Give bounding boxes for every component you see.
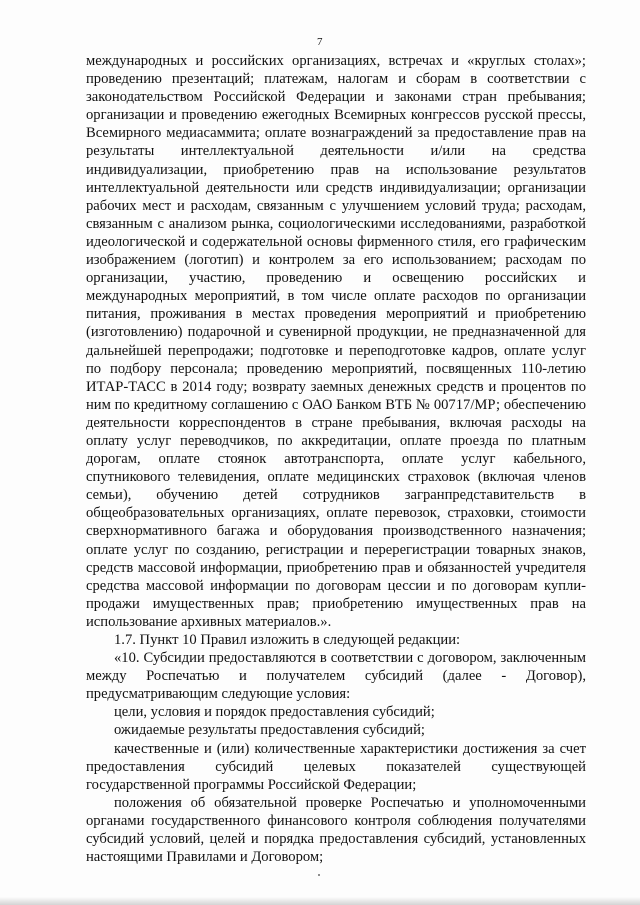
paragraph-condition-goals: цели, условия и порядок предоставления субсидий; xyxy=(114,704,435,721)
paragraph-clause-10: «10. Субсидии предоставляются в соответствии с договором, заключенным между Роспечатью и получателем субсидий (далее - Договор), предусматривающим следующие условия: xyxy=(86,650,586,703)
scan-edge-shadow xyxy=(0,897,640,905)
paragraph-condition-indicators: качественные и (или) количественные характеристики достижения за счет предоставления субсидий целевых показателей существующей государственной программы Российской Федерации; xyxy=(86,740,586,793)
paragraph-item-1-7: 1.7. Пункт 10 Правил изложить в следующей редакции: xyxy=(114,632,461,648)
paragraph-expense-list: международных и российских организациях, встречах и «круглых столах»; проведению презентаций; платежам, налогам и сборам в соответствии с законодательством Российской Федерации и законами стран пребывания; организации и проведению ежегодных Всемирных конгрессов русской прессы, Всемирного медиасаммита; оплате вознаграждений за предоставление прав на результаты интеллектуальной деятельности и/или на средства индивидуализации, приобретению прав на использование результатов интеллектуальной деятельности или средств индивидуализации; организации рабочих мест и расходам, связанным с улучшением условий труда; расходам, связанным с анализом рынка, социологическими исследованиями, разработкой идеологической и содержательной основы фирменного стиля, его графическим изображением (логотип) и контролем за его использованием; расходам по организации, участию, проведению и освещению российских и международных мероприятий, в том числе оплате расходов по организации питания, проживания в местах проведения мероприятий и приобретению (изготовлению) подарочной и сувенирной продукции, не предназначенной для дальнейшей перепродажи; подготовке и переподготовке кадров, оплате услуг по подбору персонала; проведению мероприятий, посвященных 110-летию ИТАР-ТАСС в 2014 году; возврату заемных денежных средств и процентов по ним по кредитному соглашению с ОАО Банком ВТБ № 00717/МР; обеспечению деятельности корреспондентов в стране пребывания, включая расходы на оплату услуг переводчиков, по аккредитации, оплате проезда по платным дорогам, оплате стоянок автотранспорта, оплате услуг кабельного, спутникового телевидения, оплате медицинских страховок (включая членов семьи), обучению детей сотрудников загранпредставительств в общеобразовательных организациях, оплате перевозок, страховки, стоимости сверхнормативного багажа и оборудования производственного назначения; оплате услуг по созданию, регистрации и перерегистрации товарных знаков, средств массовой информации, приобретению прав и обязанностей учредителя средства массовой информации по договорам цессии и по договорам купли-продажи имущественных прав; приобретению имущественных прав на использование архивных материалов.». xyxy=(86,53,586,630)
page-number: 7 xyxy=(317,36,323,48)
scan-speck xyxy=(318,874,320,876)
paragraph-condition-results: ожидаемые результаты предоставления субсидий; xyxy=(114,722,425,739)
paragraph-condition-inspection: положения об обязательной проверке Роспечатью и уполномоченными органами государственного финансового контроля соблюдения получателями субсидий условий, целей и порядка предоставления субсидий, установленных настоящими Правилами и Договором; xyxy=(86,794,586,866)
document-body xyxy=(86,52,586,866)
